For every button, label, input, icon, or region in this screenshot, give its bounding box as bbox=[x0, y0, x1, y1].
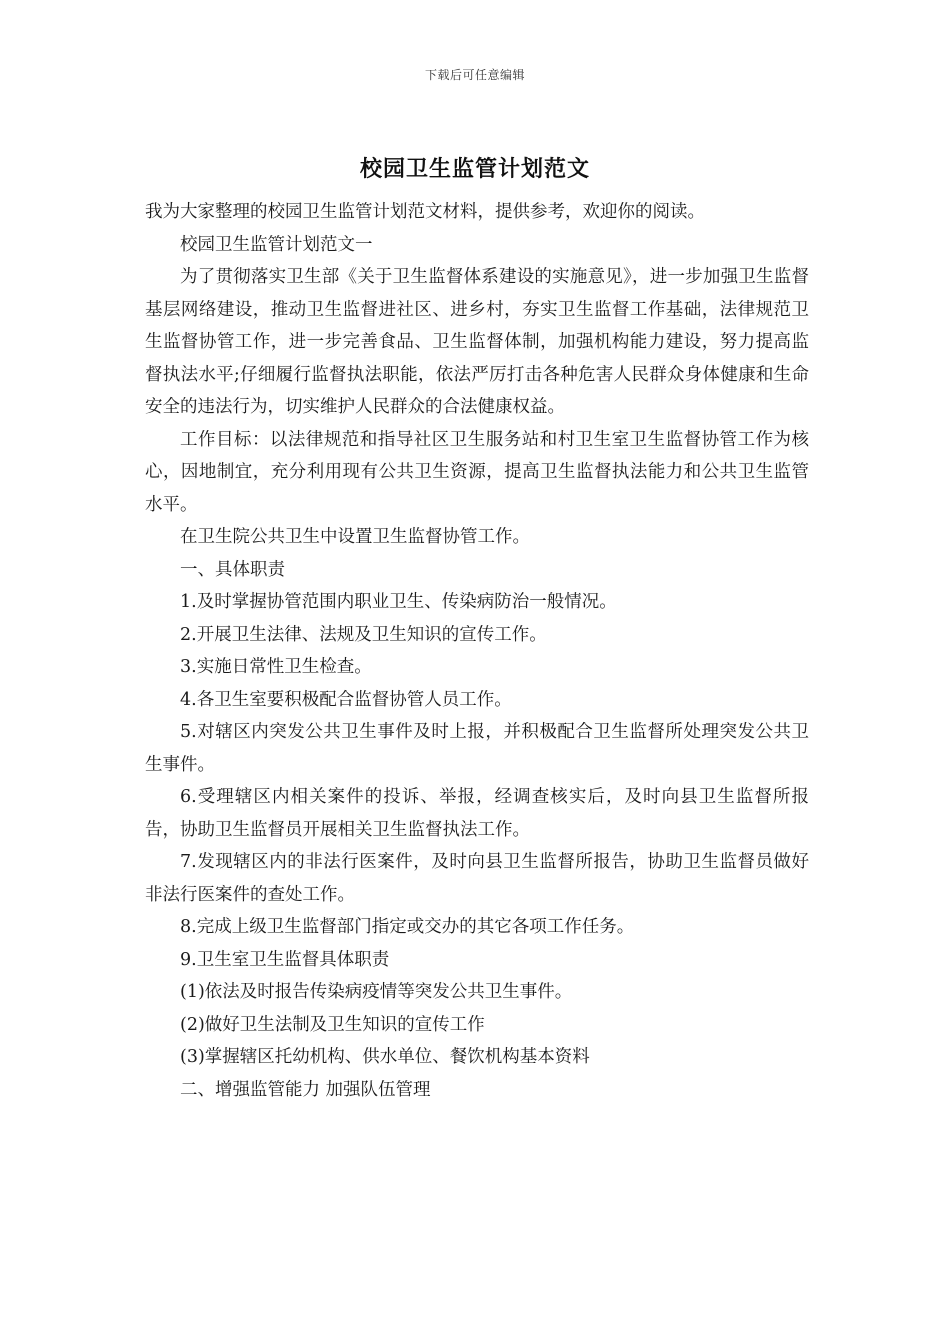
paragraph: 2.开展卫生法律、法规及卫生知识的宣传工作。 bbox=[180, 624, 547, 645]
paragraph: (2)做好卫生法制及卫生知识的宣传工作 bbox=[180, 1014, 485, 1035]
paragraph: 一、具体职责 bbox=[180, 559, 285, 580]
paragraph: 7.发现辖区内的非法行医案件，及时向县卫生监督所报告，协助卫生监督员做好非法行医案件的查处工作。 bbox=[145, 852, 809, 905]
paragraph: (3)掌握辖区托幼机构、供水单位、餐饮机构基本资料 bbox=[180, 1047, 590, 1067]
paragraph: 为了贯彻落实卫生部《关于卫生监督体系建设的实施意见》，进一步加强卫生监督基层网络建设，推动卫生监督进社区、进乡村，夯实卫生监督工作基础，法律规范卫生监督协管工作，进一步完善食品、卫生监督体制，加强机构能力建设，努力提高监督执法水平;仔细履行监督执法职能，依法严厉打击各种危害人民群众身体健康和生命安全的违法行为，切实维护人民群众的合法健康权益。 bbox=[145, 267, 809, 417]
document-title: 校园卫生监管计划范文 bbox=[359, 156, 590, 182]
paragraph: 我为大家整理的校园卫生监管计划范文材料，提供参考，欢迎你的阅读。 bbox=[145, 202, 705, 222]
paragraph: 3.实施日常性卫生检查。 bbox=[180, 657, 372, 677]
paragraph: 校园卫生监管计划范文一 bbox=[180, 234, 373, 255]
paragraph: 二、增强监管能力 加强队伍管理 bbox=[180, 1079, 431, 1100]
paragraph: 4.各卫生室要积极配合监督协管人员工作。 bbox=[180, 689, 512, 710]
paragraph: 6.受理辖区内相关案件的投诉、举报，经调查核实后，及时向县卫生监督所报告，协助卫生监督员开展相关卫生监督执法工作。 bbox=[145, 787, 809, 840]
paragraph: 工作目标：以法律规范和指导社区卫生服务站和村卫生室卫生监督协管工作为核心，因地制宜，充分利用现有公共卫生资源，提高卫生监督执法能力和公共卫生监管水平。 bbox=[145, 429, 809, 515]
paragraph: 8.完成上级卫生监督部门指定或交办的其它各项工作任务。 bbox=[180, 917, 635, 937]
paragraph: 5.对辖区内突发公共卫生事件及时上报，并积极配合卫生监督所处理突发公共卫生事件。 bbox=[145, 722, 809, 775]
paragraph: 1.及时掌握协管范围内职业卫生、传染病防治一般情况。 bbox=[180, 592, 617, 612]
document-body bbox=[145, 196, 809, 1106]
paragraph: (1)依法及时报告传染病疫情等突发公共卫生事件。 bbox=[180, 982, 573, 1002]
paragraph: 在卫生院公共卫生中设置卫生监督协管工作。 bbox=[180, 527, 530, 547]
header-note: 下载后可任意编辑 bbox=[424, 68, 525, 82]
paragraph: 9.卫生室卫生监督具体职责 bbox=[180, 949, 390, 970]
